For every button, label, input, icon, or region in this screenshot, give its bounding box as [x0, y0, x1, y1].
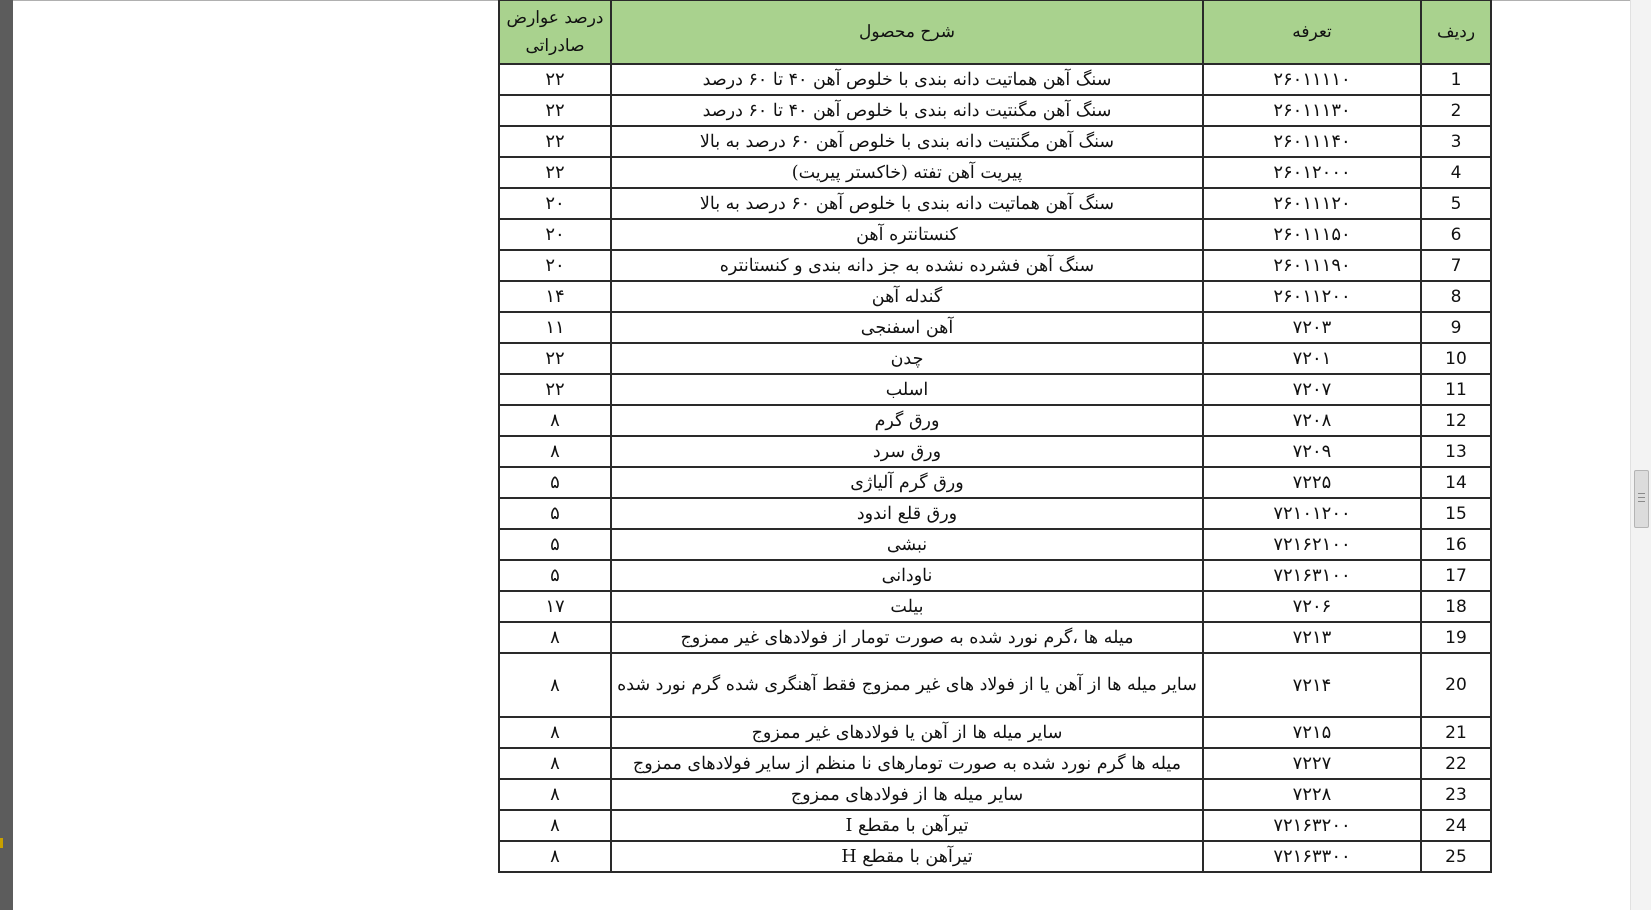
table-row	[499, 312, 1491, 343]
cell-export-duty: ۲۰	[499, 188, 611, 219]
cell-export-duty: ۱۴	[499, 281, 611, 312]
cell-export-duty: ۸	[499, 436, 611, 467]
cell-description: سایر میله ها از آهن یا فولادهای غیر ممزوج	[611, 717, 1203, 748]
cell-export-duty: ۲۰	[499, 219, 611, 250]
cell-export-duty: ۵	[499, 467, 611, 498]
cell-export-duty: ۸	[499, 653, 611, 717]
cell-export-duty: ۱۱	[499, 312, 611, 343]
cell-row-number: 13	[1421, 436, 1491, 467]
cell-description: میله ها گرم نورد شده به صورت تومارهای نا منظم از سایر فولادهای ممزوج	[611, 748, 1203, 779]
table-row	[499, 281, 1491, 312]
cell-description: تیرآهن با مقطع I	[611, 810, 1203, 841]
table-row	[499, 841, 1491, 872]
cell-tariff: ۷۲۰۸	[1203, 405, 1421, 436]
cell-tariff: ۷۲۱۶۳۳۰۰	[1203, 841, 1421, 872]
cell-row-number: 10	[1421, 343, 1491, 374]
scrollbar-thumb[interactable]	[1634, 470, 1649, 528]
cell-description: سنگ آهن مگنتیت دانه بندی با خلوص آهن ۴۰ تا ۶۰ درصد	[611, 95, 1203, 126]
cell-export-duty: ۲۲	[499, 64, 611, 95]
table-row	[499, 653, 1491, 717]
header-description: شرح محصول	[611, 0, 1203, 64]
cell-description: میله ها ،گرم نورد شده به صورت تومار از فولادهای غیر ممزوج	[611, 622, 1203, 653]
cell-description: ورق قلع اندود	[611, 498, 1203, 529]
cell-export-duty: ۵	[499, 560, 611, 591]
cell-row-number: 5	[1421, 188, 1491, 219]
cell-row-number: 12	[1421, 405, 1491, 436]
cell-export-duty: ۵	[499, 498, 611, 529]
table-header-row	[499, 0, 1491, 64]
cell-tariff: ۷۲۱۵	[1203, 717, 1421, 748]
table-row	[499, 560, 1491, 591]
table-row	[499, 498, 1491, 529]
cell-row-number: 7	[1421, 250, 1491, 281]
table-row	[499, 436, 1491, 467]
cell-tariff: ۷۲۰۶	[1203, 591, 1421, 622]
cell-row-number: 23	[1421, 779, 1491, 810]
cell-tariff: ۲۶۰۱۱۱۴۰	[1203, 126, 1421, 157]
cell-tariff: ۲۶۰۱۱۱۹۰	[1203, 250, 1421, 281]
vertical-scrollbar[interactable]	[1630, 0, 1651, 910]
cell-description: سایر میله ها از فولادهای ممزوج	[611, 779, 1203, 810]
cell-row-number: 2	[1421, 95, 1491, 126]
cell-description: پیریت آهن تفته (خاکستر پیریت)	[611, 157, 1203, 188]
cell-row-number: 1	[1421, 64, 1491, 95]
table-row	[499, 64, 1491, 95]
left-window-edge	[0, 0, 13, 910]
table-row	[499, 219, 1491, 250]
table-row	[499, 622, 1491, 653]
cell-row-number: 25	[1421, 841, 1491, 872]
cell-tariff: ۷۲۰۹	[1203, 436, 1421, 467]
cell-export-duty: ۲۲	[499, 157, 611, 188]
table-row	[499, 591, 1491, 622]
cell-export-duty: ۸	[499, 748, 611, 779]
cell-export-duty: ۱۷	[499, 591, 611, 622]
cell-tariff: ۲۶۰۱۱۲۰۰	[1203, 281, 1421, 312]
cell-export-duty: ۸	[499, 717, 611, 748]
cell-export-duty: ۵	[499, 529, 611, 560]
header-row-number: ردیف	[1421, 0, 1491, 64]
header-tariff: تعرفه	[1203, 0, 1421, 64]
cell-description: چدن	[611, 343, 1203, 374]
cell-export-duty: ۲۲	[499, 126, 611, 157]
cell-export-duty: ۸	[499, 622, 611, 653]
cell-tariff: ۷۲۱۶۳۱۰۰	[1203, 560, 1421, 591]
cell-export-duty: ۲۲	[499, 343, 611, 374]
cell-tariff: ۷۲۲۸	[1203, 779, 1421, 810]
table-row	[499, 343, 1491, 374]
table-row	[499, 405, 1491, 436]
cell-export-duty: ۸	[499, 779, 611, 810]
cell-description: آهن اسفنجی	[611, 312, 1203, 343]
cell-tariff: ۲۶۰۱۱۱۱۰	[1203, 64, 1421, 95]
table-row	[499, 717, 1491, 748]
cell-description: نبشی	[611, 529, 1203, 560]
cell-export-duty: ۲۲	[499, 95, 611, 126]
cell-row-number: 14	[1421, 467, 1491, 498]
cell-tariff: ۲۶۰۱۱۱۳۰	[1203, 95, 1421, 126]
cell-tariff: ۷۲۱۶۲۱۰۰	[1203, 529, 1421, 560]
table-row	[499, 374, 1491, 405]
cell-description: اسلب	[611, 374, 1203, 405]
cell-description: سنگ آهن هماتیت دانه بندی با خلوص آهن ۶۰ درصد به بالا	[611, 188, 1203, 219]
cell-row-number: 19	[1421, 622, 1491, 653]
cell-row-number: 18	[1421, 591, 1491, 622]
cell-export-duty: ۲۲	[499, 374, 611, 405]
cell-tariff: ۷۲۱۰۱۲۰۰	[1203, 498, 1421, 529]
cell-description: سنگ آهن مگنتیت دانه بندی با خلوص آهن ۶۰ درصد به بالا	[611, 126, 1203, 157]
cell-row-number: 9	[1421, 312, 1491, 343]
cell-tariff: ۷۲۰۳	[1203, 312, 1421, 343]
cell-tariff: ۷۲۱۶۳۲۰۰	[1203, 810, 1421, 841]
export-duty-table	[498, 0, 1492, 873]
cell-description: سایر میله ها از آهن یا از فولاد های غیر ممزوج فقط آهنگری شده گرم نورد شده	[611, 653, 1203, 717]
table-row	[499, 188, 1491, 219]
cell-row-number: 11	[1421, 374, 1491, 405]
cell-tariff: ۷۲۲۵	[1203, 467, 1421, 498]
cell-tariff: ۷۲۱۳	[1203, 622, 1421, 653]
cell-tariff: ۲۶۰۱۱۱۵۰	[1203, 219, 1421, 250]
cell-tariff: ۷۲۰۷	[1203, 374, 1421, 405]
cell-description: ورق گرم آلیاژی	[611, 467, 1203, 498]
cell-row-number: 21	[1421, 717, 1491, 748]
cell-tariff: ۷۲۲۷	[1203, 748, 1421, 779]
cell-description: ناودانی	[611, 560, 1203, 591]
cell-row-number: 20	[1421, 653, 1491, 717]
cell-tariff: ۲۶۰۱۱۱۲۰	[1203, 188, 1421, 219]
table-row	[499, 748, 1491, 779]
table-row	[499, 95, 1491, 126]
cell-row-number: 22	[1421, 748, 1491, 779]
cell-row-number: 4	[1421, 157, 1491, 188]
table-row	[499, 126, 1491, 157]
table-row	[499, 810, 1491, 841]
cell-tariff: ۲۶۰۱۲۰۰۰	[1203, 157, 1421, 188]
edge-marker	[0, 838, 3, 848]
cell-row-number: 8	[1421, 281, 1491, 312]
table-row	[499, 467, 1491, 498]
cell-description: سنگ آهن فشرده نشده به جز دانه بندی و کنستانتره	[611, 250, 1203, 281]
cell-row-number: 15	[1421, 498, 1491, 529]
cell-tariff: ۷۲۰۱	[1203, 343, 1421, 374]
cell-export-duty: ۸	[499, 841, 611, 872]
cell-description: ورق سرد	[611, 436, 1203, 467]
cell-tariff: ۷۲۱۴	[1203, 653, 1421, 717]
cell-row-number: 16	[1421, 529, 1491, 560]
cell-description: سنگ آهن هماتیت دانه بندی با خلوص آهن ۴۰ تا ۶۰ درصد	[611, 64, 1203, 95]
cell-export-duty: ۸	[499, 810, 611, 841]
table-row	[499, 529, 1491, 560]
cell-row-number: 17	[1421, 560, 1491, 591]
cell-export-duty: ۲۰	[499, 250, 611, 281]
cell-description: کنستانتره آهن	[611, 219, 1203, 250]
cell-row-number: 3	[1421, 126, 1491, 157]
cell-row-number: 6	[1421, 219, 1491, 250]
table-row	[499, 157, 1491, 188]
table-row	[499, 250, 1491, 281]
table-row	[499, 779, 1491, 810]
cell-export-duty: ۸	[499, 405, 611, 436]
cell-description: بیلت	[611, 591, 1203, 622]
cell-description: تیرآهن با مقطع H	[611, 841, 1203, 872]
cell-row-number: 24	[1421, 810, 1491, 841]
cell-description: ورق گرم	[611, 405, 1203, 436]
cell-description: گندله آهن	[611, 281, 1203, 312]
header-export-duty: درصد عوارض صادراتی	[499, 0, 611, 64]
